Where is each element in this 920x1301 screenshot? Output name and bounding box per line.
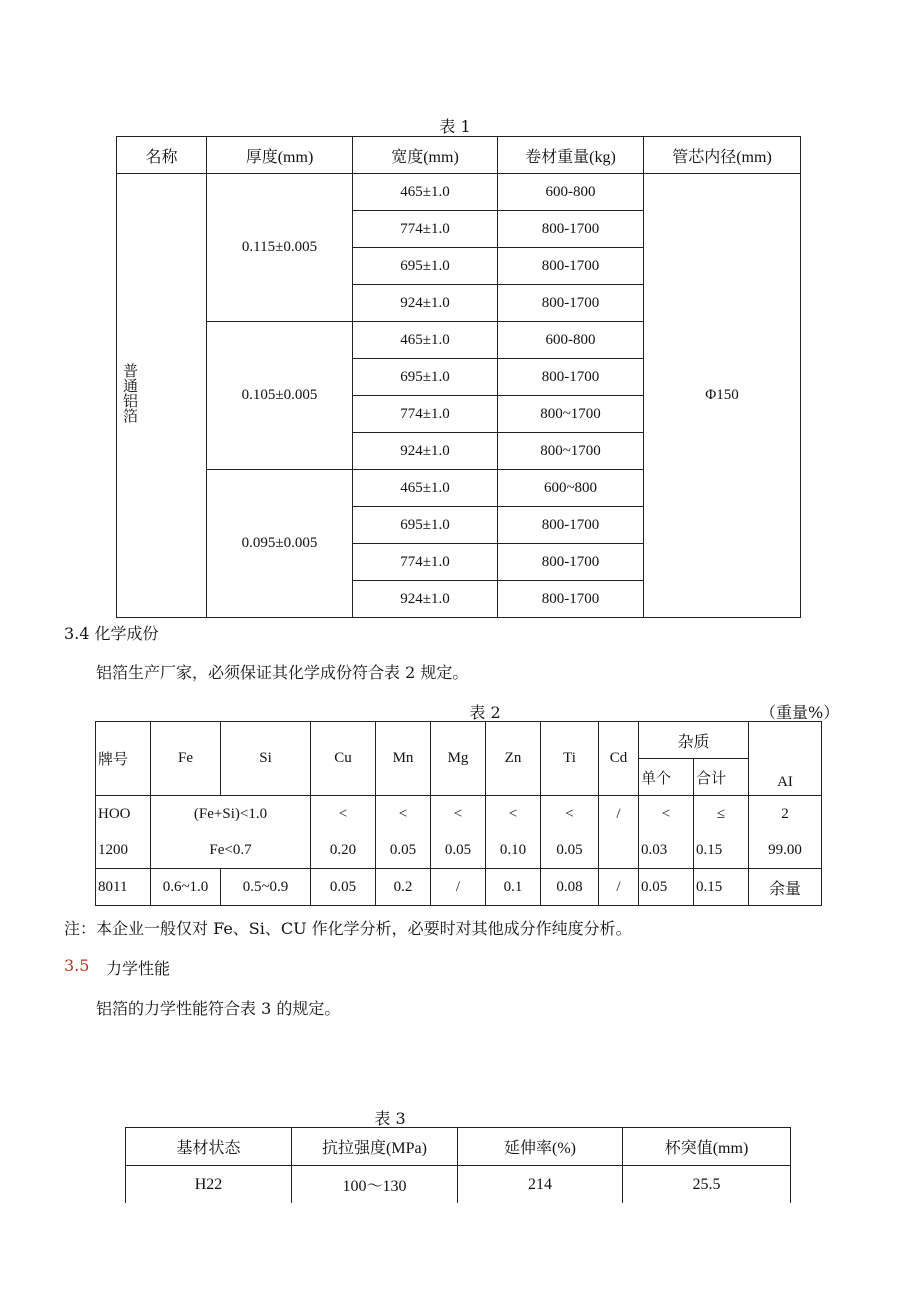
grade-cell: 1200 bbox=[96, 832, 151, 869]
al-cell: 2 bbox=[749, 796, 822, 833]
weight-cell: 800-1700 bbox=[498, 211, 644, 248]
fesi-cell: Fe<0.7 bbox=[151, 832, 311, 869]
mg-cell: 0.05 bbox=[431, 832, 486, 869]
thickness-cell: 0.095±0.005 bbox=[207, 470, 353, 618]
width-cell: 774±1.0 bbox=[353, 396, 498, 433]
section-3-5-number: 3.5 bbox=[64, 956, 90, 975]
zn-cell: 0.10 bbox=[486, 832, 541, 869]
ti-cell: < bbox=[541, 796, 599, 833]
header-cu: Cu bbox=[311, 722, 376, 796]
header-elongation: 延伸率(%) bbox=[458, 1128, 623, 1166]
zn-cell: 0.1 bbox=[486, 869, 541, 906]
base-state-cell: H22 bbox=[126, 1166, 292, 1204]
width-cell: 695±1.0 bbox=[353, 507, 498, 544]
al-cell: 余量 bbox=[749, 869, 822, 906]
table1 bbox=[116, 136, 801, 618]
product-name-cell bbox=[117, 174, 207, 618]
weight-cell: 800-1700 bbox=[498, 248, 644, 285]
table-row bbox=[126, 1166, 791, 1204]
table-row bbox=[96, 796, 822, 833]
grade-cell: 8011 bbox=[96, 869, 151, 906]
tensile-strength-cell: 100～130 bbox=[292, 1166, 458, 1204]
ti-cell: 0.08 bbox=[541, 869, 599, 906]
width-cell: 924±1.0 bbox=[353, 581, 498, 618]
total-cell: 0.15 bbox=[694, 869, 749, 906]
core-diameter-cell: Φ150 bbox=[644, 174, 801, 618]
weight-cell: 800-1700 bbox=[498, 507, 644, 544]
weight-cell: 800-1700 bbox=[498, 581, 644, 618]
cu-cell: 0.20 bbox=[311, 832, 376, 869]
width-cell: 465±1.0 bbox=[353, 174, 498, 211]
width-cell: 774±1.0 bbox=[353, 544, 498, 581]
header-grade: 牌号 bbox=[96, 722, 151, 796]
weight-cell: 800-1700 bbox=[498, 544, 644, 581]
single-cell: < bbox=[639, 796, 694, 833]
table3 bbox=[125, 1127, 791, 1203]
thickness-cell: 0.115±0.005 bbox=[207, 174, 353, 322]
weight-cell: 800-1700 bbox=[498, 359, 644, 396]
total-cell: 0.15 bbox=[694, 832, 749, 869]
table1-header-name: 名称 bbox=[117, 137, 207, 174]
table1-header-thickness: 厚度(mm) bbox=[207, 137, 353, 174]
width-cell: 695±1.0 bbox=[353, 359, 498, 396]
width-cell: 774±1.0 bbox=[353, 211, 498, 248]
width-cell: 465±1.0 bbox=[353, 470, 498, 507]
width-cell: 924±1.0 bbox=[353, 285, 498, 322]
cu-cell: 0.05 bbox=[311, 869, 376, 906]
cu-cell: < bbox=[311, 796, 376, 833]
elongation-cell: 214 bbox=[458, 1166, 623, 1204]
cd-cell: / bbox=[599, 869, 639, 906]
header-total: 合计 bbox=[694, 759, 749, 796]
fesi-cell: (Fe+Si)<1.0 bbox=[151, 796, 311, 833]
header-base-state: 基材状态 bbox=[126, 1128, 292, 1166]
si-cell: 0.5~0.9 bbox=[221, 869, 311, 906]
table1-header-weight: 卷材重量(kg) bbox=[498, 137, 644, 174]
mn-cell: 0.2 bbox=[376, 869, 431, 906]
table1-header-width: 宽度(mm) bbox=[353, 137, 498, 174]
mn-cell: 0.05 bbox=[376, 832, 431, 869]
table2-header-row bbox=[96, 722, 822, 759]
section-3-4-text: 铝箔生产厂家，必须保证其化学成份符合表 2 规定。 bbox=[96, 663, 469, 682]
table-row bbox=[96, 832, 822, 869]
table1-caption: 表 1 bbox=[439, 117, 471, 136]
width-cell: 924±1.0 bbox=[353, 433, 498, 470]
table1-header-core: 管芯内径(mm) bbox=[644, 137, 801, 174]
section-3-4-heading: 3.4 化学成份 bbox=[64, 624, 159, 643]
weight-cell: 800-1700 bbox=[498, 285, 644, 322]
table2-unit: （重量%） bbox=[760, 703, 840, 722]
single-cell: 0.05 bbox=[639, 869, 694, 906]
mn-cell: < bbox=[376, 796, 431, 833]
header-zn: Zn bbox=[486, 722, 541, 796]
zn-cell: < bbox=[486, 796, 541, 833]
table2 bbox=[95, 721, 822, 906]
weight-cell: 800~1700 bbox=[498, 396, 644, 433]
cupping-value-cell: 25.5 bbox=[623, 1166, 791, 1204]
weight-cell: 600-800 bbox=[498, 322, 644, 359]
cd-cell: / bbox=[599, 796, 639, 869]
header-cd: Cd bbox=[599, 722, 639, 796]
header-single: 单个 bbox=[639, 759, 694, 796]
ti-cell: 0.05 bbox=[541, 832, 599, 869]
product-name: 普通铝箔 bbox=[121, 363, 137, 423]
header-fe: Fe bbox=[151, 722, 221, 796]
header-tensile-strength: 抗拉强度(MPa) bbox=[292, 1128, 458, 1166]
total-cell: ≤ bbox=[694, 796, 749, 833]
section-3-5-title: 力学性能 bbox=[106, 959, 171, 978]
fe-cell: 0.6~1.0 bbox=[151, 869, 221, 906]
al-cell: 99.00 bbox=[749, 832, 822, 869]
width-cell: 695±1.0 bbox=[353, 248, 498, 285]
width-cell: 465±1.0 bbox=[353, 322, 498, 359]
grade-cell: HOO bbox=[96, 796, 151, 833]
weight-cell: 800~1700 bbox=[498, 433, 644, 470]
table-row bbox=[117, 174, 801, 211]
note: 注：本企业一般仅对 Fe、Si、CU 作化学分析，必要时对其他成分作纯度分析。 bbox=[64, 919, 632, 938]
table3-header-row bbox=[126, 1128, 791, 1166]
weight-cell: 600~800 bbox=[498, 470, 644, 507]
header-impurity: 杂质 bbox=[639, 722, 749, 759]
table-row bbox=[96, 869, 822, 906]
header-si: Si bbox=[221, 722, 311, 796]
header-al: AI bbox=[749, 722, 822, 796]
table3-caption: 表 3 bbox=[374, 1109, 406, 1128]
single-cell: 0.03 bbox=[639, 832, 694, 869]
weight-cell: 600-800 bbox=[498, 174, 644, 211]
mg-cell: < bbox=[431, 796, 486, 833]
table2-caption: 表 2 bbox=[469, 703, 501, 722]
header-ti: Ti bbox=[541, 722, 599, 796]
mg-cell: / bbox=[431, 869, 486, 906]
thickness-cell: 0.105±0.005 bbox=[207, 322, 353, 470]
header-mg: Mg bbox=[431, 722, 486, 796]
section-3-5-text: 铝箔的力学性能符合表 3 的规定。 bbox=[96, 999, 341, 1018]
header-mn: Mn bbox=[376, 722, 431, 796]
table1-header-row bbox=[117, 137, 801, 174]
header-cupping-value: 杯突值(mm) bbox=[623, 1128, 791, 1166]
